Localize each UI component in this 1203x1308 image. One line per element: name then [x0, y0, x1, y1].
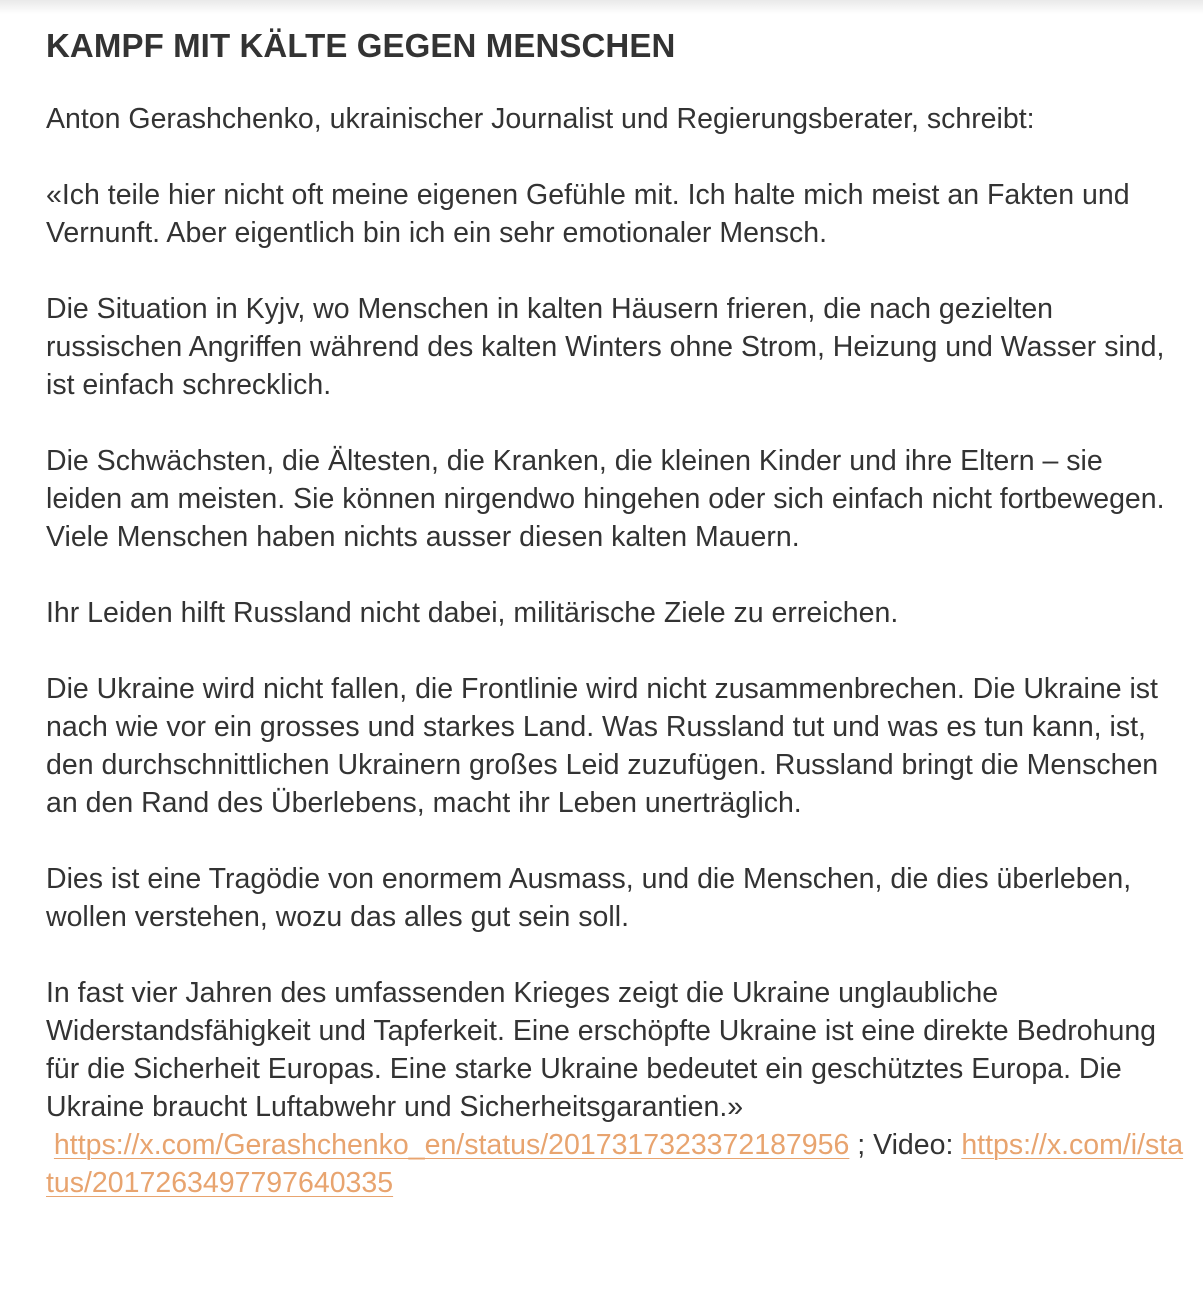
quote-paragraph-6: Dies ist eine Tragödie von enormem Ausmass, und die Menschen, die dies überleben, wollen verstehen, wozu das alles gut sein soll. [46, 863, 1132, 933]
source-separator: ; Video: [849, 1129, 962, 1161]
quote-paragraph-1: «Ich teile hier nicht oft meine eigenen Gefühle mit. Ich halte mich meist an Fakten und Vernunft. Aber eigentlich bin ich ein sehr emotionaler Mensch. [46, 179, 1130, 249]
intro-paragraph: Anton Gerashchenko, ukrainischer Journalist und Regierungsberater, schreibt: [46, 103, 1035, 135]
article [46, 24, 1186, 1202]
top-shadow [0, 0, 1203, 14]
article-title: KAMPF MIT KÄLTE GEGEN MENSCHEN [46, 27, 676, 64]
quote-paragraph-4: Ihr Leiden hilft Russland nicht dabei, militärische Ziele zu erreichen. [46, 597, 899, 629]
quote-paragraph-2: Die Situation in Kyjv, wo Menschen in kalten Häusern frieren, die nach gezielten russischen Angriffen während des kalten Winters ohne Strom, Heizung und Wasser sind, ist einfach schrecklich. [46, 293, 1165, 401]
quote-paragraph-5: Die Ukraine wird nicht fallen, die Frontlinie wird nicht zusammenbrechen. Die Ukraine ist nach wie vor ein grosses und starkes Land. Was Russland tut und was es tun kann, ist, den durchschnittlichen Ukrainern großes Leid zuzufügen. Russland bringt die Menschen an den Rand des Überlebens, macht ihr Leben unerträglich. [46, 673, 1159, 819]
source-line [46, 1126, 1186, 1202]
source-link-tweet[interactable]: https://x.com/Gerashchenko_en/status/2017317323372187956 [53, 1129, 850, 1161]
quote-paragraph-7: In fast vier Jahren des umfassenden Krieges zeigt die Ukraine unglaubliche Widerstandsfähigkeit und Tapferkeit. Eine erschöpfte Ukraine ist eine direkte Bedrohung für die Sicherheit Europas. Eine starke Ukraine bedeutet ein geschütztes Europa. Die Ukraine braucht Luftabwehr und Sicherheitsgarantien.» [46, 977, 1157, 1123]
source-link-video[interactable]: https://x.com/i/status/2017263497797640335 [46, 1129, 1184, 1199]
quote-paragraph-3: Die Schwächsten, die Ältesten, die Kranken, die kleinen Kinder und ihre Eltern – sie leiden am meisten. Sie können nirgendwo hingehen oder sich einfach nicht fortbewegen. Viele Menschen haben nichts ausser diesen kalten Mauern. [46, 445, 1165, 553]
